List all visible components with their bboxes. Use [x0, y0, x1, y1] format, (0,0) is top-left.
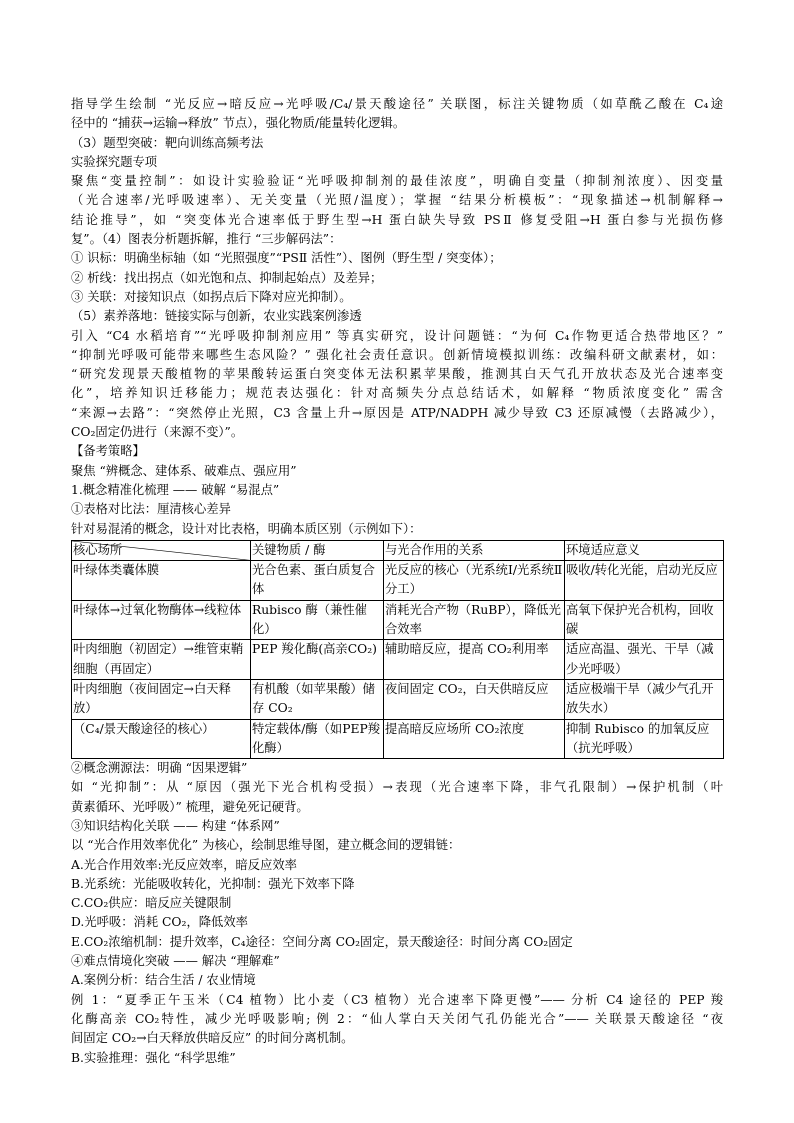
table-cell: 吸收/转化光能，启动光反应 — [565, 561, 724, 601]
table-cell: 特定载体/酶（如PEP羧化酶） — [251, 719, 384, 759]
section-heading: ③知识结构化关联 —— 构建 “体系网” — [71, 818, 280, 833]
table-cell: 叶绿体类囊体膜 — [72, 561, 251, 601]
text-block-bottom — [71, 759, 723, 1068]
list-item: E.CO₂浓缩机制：提升效率，C₄途径：空间分离 CO₂固定，景天酸途径：时间分离 CO₂固定 — [71, 934, 573, 949]
table-cell: 光反应的核心（光系统Ⅰ/光系统Ⅱ分工） — [384, 561, 565, 601]
table-row — [72, 561, 724, 601]
table-cell: 辅助暗反应，提高 CO₂利用率 — [384, 640, 565, 680]
text-line: 聚焦 “辨概念、建体系、破难点、强应用” — [71, 463, 297, 478]
document-page — [71, 95, 723, 1068]
section-heading: ②概念溯源法：明确 “因果逻辑” — [71, 761, 248, 776]
table-cell: PEP 羧化酶(高亲CO₂) — [251, 640, 384, 680]
list-item: D.光呼吸：消耗 CO₂，降低效率 — [71, 915, 248, 930]
list-item: A.光合作用效率:光反应效率，暗反应效率 — [71, 857, 297, 872]
table-cell: 有机酸（如苹果酸）储存 CO₂ — [251, 679, 384, 719]
comparison-table — [71, 540, 724, 759]
section-heading: （3）题型突破：靶向训练高频考法 — [71, 135, 264, 150]
table-cell: （C₄/景天酸途径的核心） — [72, 719, 251, 759]
text-block-top — [71, 95, 723, 539]
section-heading: （5）素养落地：链接实际与创新，农业实践案例渗透 — [71, 309, 362, 324]
text-line: “研究发现景天酸植物的苹果酸转运蛋白突变体无法积累苹果酸，推测其白天气孔开放状态及光合速率变 — [71, 367, 723, 382]
text-line: 间固定 CO₂→白天释放供暗反应” 的时间分离机制。 — [71, 1031, 354, 1046]
section-heading: 【备考策略】 — [71, 444, 145, 459]
text-line: B.实验推理：强化 “科学思维” — [71, 1050, 236, 1065]
text-line: A.案例分析：结合生活 / 农业情境 — [71, 973, 256, 988]
text-line: 黄素循环、光呼吸）” 梳理，避免死记硬背。 — [71, 799, 309, 814]
table-row — [72, 640, 724, 680]
table-cell: 抑制 Rubisco 的加氧反应（抗光呼吸） — [565, 719, 724, 759]
table-cell: 高氧下保护光合机构，回收碳 — [565, 600, 724, 640]
table-header-row — [72, 540, 724, 560]
table-cell: 光合色素、蛋白质复合体 — [251, 561, 384, 601]
text-line: 针对易混淆的概念，设计对比表格，明确本质区别（示例如下）： — [71, 521, 422, 536]
text-line: 聚焦“变量控制”：如设计实验验证“光呼吸抑制剂的最佳浓度”，明确自变量（抑制剂浓度）、因变量 — [71, 174, 723, 189]
table-cell: 适应极端干旱（减少气孔开放失水） — [565, 679, 724, 719]
text-line: ① 识标：明确坐标轴（如 “光照强度”“PSⅡ 活性”）、图例（野生型 / 突变体）； — [71, 251, 502, 266]
table-cell: 叶肉细胞（初固定）→维管束鞘细胞（再固定） — [72, 640, 251, 680]
text-line: 径中的 “捕获→运输→释放” 节点），强化物质/能量转化逻辑。 — [71, 116, 406, 131]
text-line: 化”，培养知识迁移能力；规范表达强化：针对高频失分点总结话术，如解释 “物质浓度变化” 需含 — [71, 386, 723, 401]
text-line: 例 1：“夏季正午玉米（C4 植物）比小麦（C3 植物）光合速率下降更慢”—— 分析 C4 途径的 PEP 羧 — [71, 992, 723, 1007]
list-item: C.CO₂供应：暗反应关键限制 — [71, 896, 232, 911]
text-line: 复”。（4）图表分析题拆解，推行 “三步解码法”： — [71, 232, 342, 247]
header-label: 核心场所 — [73, 542, 123, 557]
table-header-cell: 与光合作用的关系 — [384, 540, 565, 560]
table-row — [72, 719, 724, 759]
table-cell: 适应高温、强光、干旱（减少光呼吸） — [565, 640, 724, 680]
text-line: CO₂固定仍进行（来源不变）”。 — [71, 425, 244, 440]
text-line: 化酶高亲 CO₂特性，减少光呼吸影响; 例 2：“仙人掌白天关闭气孔仍能光合”—— 关联景天酸途径 “夜 — [71, 1011, 723, 1026]
text-line: ③ 关联：对接知识点（如拐点后下降对应光抑制）。 — [71, 289, 352, 304]
text-line: （光合速率/光呼吸速率）、无关变量（光照/温度）；掌握 “结果分析模板”：“现象描述→机制解释→ — [71, 193, 723, 208]
table-cell: 提高暗反应场所 CO₂浓度 — [384, 719, 565, 759]
text-line: 如 “光抑制”：从 “原因（强光下光合机构受损）→表现（光合速率下降，非气孔限制）→保护机制（叶 — [71, 780, 723, 795]
text-line: “来源→去路”：“突然停止光照，C3 含量上升→原因是 ATP/NADPH 减少导致 C3 还原减慢（去路减少）， — [71, 405, 723, 420]
diagonal-line — [72, 541, 250, 560]
section-heading: ④难点情境化突破 —— 解决 “理解难” — [71, 954, 280, 969]
text-line: 引入 “C4 水稻培育”“光呼吸抑制剂应用” 等真实研究，设计问题链：“为何 C₄作物更适合热带地区？” — [71, 328, 723, 343]
text-line: 结论推导”，如 “突变体光合速率低于野生型→H 蛋白缺失导致 PSⅡ 修复受阻→H 蛋白参与光损伤修 — [71, 212, 723, 227]
text-line: ② 析线：找出拐点（如光饱和点、抑制起始点）及差异； — [71, 270, 383, 285]
text-line: 实验探究题专项 — [71, 154, 158, 169]
table-header-cell — [72, 540, 251, 560]
text-line: “抑制光呼吸可能带来哪些生态风险？” 强化社会责任意识。创新情境模拟训练：改编科研文献素材，如： — [71, 347, 723, 362]
text-line: 以 “光合作用效率优化” 为核心，绘制思维导图，建立概念间的逻辑链： — [71, 838, 461, 853]
table-cell: 夜间固定 CO₂，白天供暗反应 — [384, 679, 565, 719]
table-cell: 消耗光合产物（RuBP），降低光合效率 — [384, 600, 565, 640]
table-cell: 叶肉细胞（夜间固定→白天释放） — [72, 679, 251, 719]
table-header-cell: 关键物质 / 酶 — [251, 540, 384, 560]
table-row — [72, 600, 724, 640]
table-cell: 叶绿体→过氧化物酶体→线粒体 — [72, 600, 251, 640]
section-heading: 1.概念精准化梳理 —— 破解 “易混点” — [71, 482, 280, 497]
table-cell: Rubisco 酶（兼性催化） — [251, 600, 384, 640]
text-line: ①表格对比法：厘清核心差异 — [71, 502, 231, 517]
table-row — [72, 679, 724, 719]
table-header-cell: 环境适应意义 — [565, 540, 724, 560]
text-line: 指导学生绘制 “光反应→暗反应→光呼吸/C₄/景天酸途径” 关联图，标注关键物质（如草酰乙酸在 C₄途 — [71, 97, 723, 111]
list-item: B.光系统：光能吸收转化，光抑制：强光下效率下降 — [71, 876, 355, 891]
